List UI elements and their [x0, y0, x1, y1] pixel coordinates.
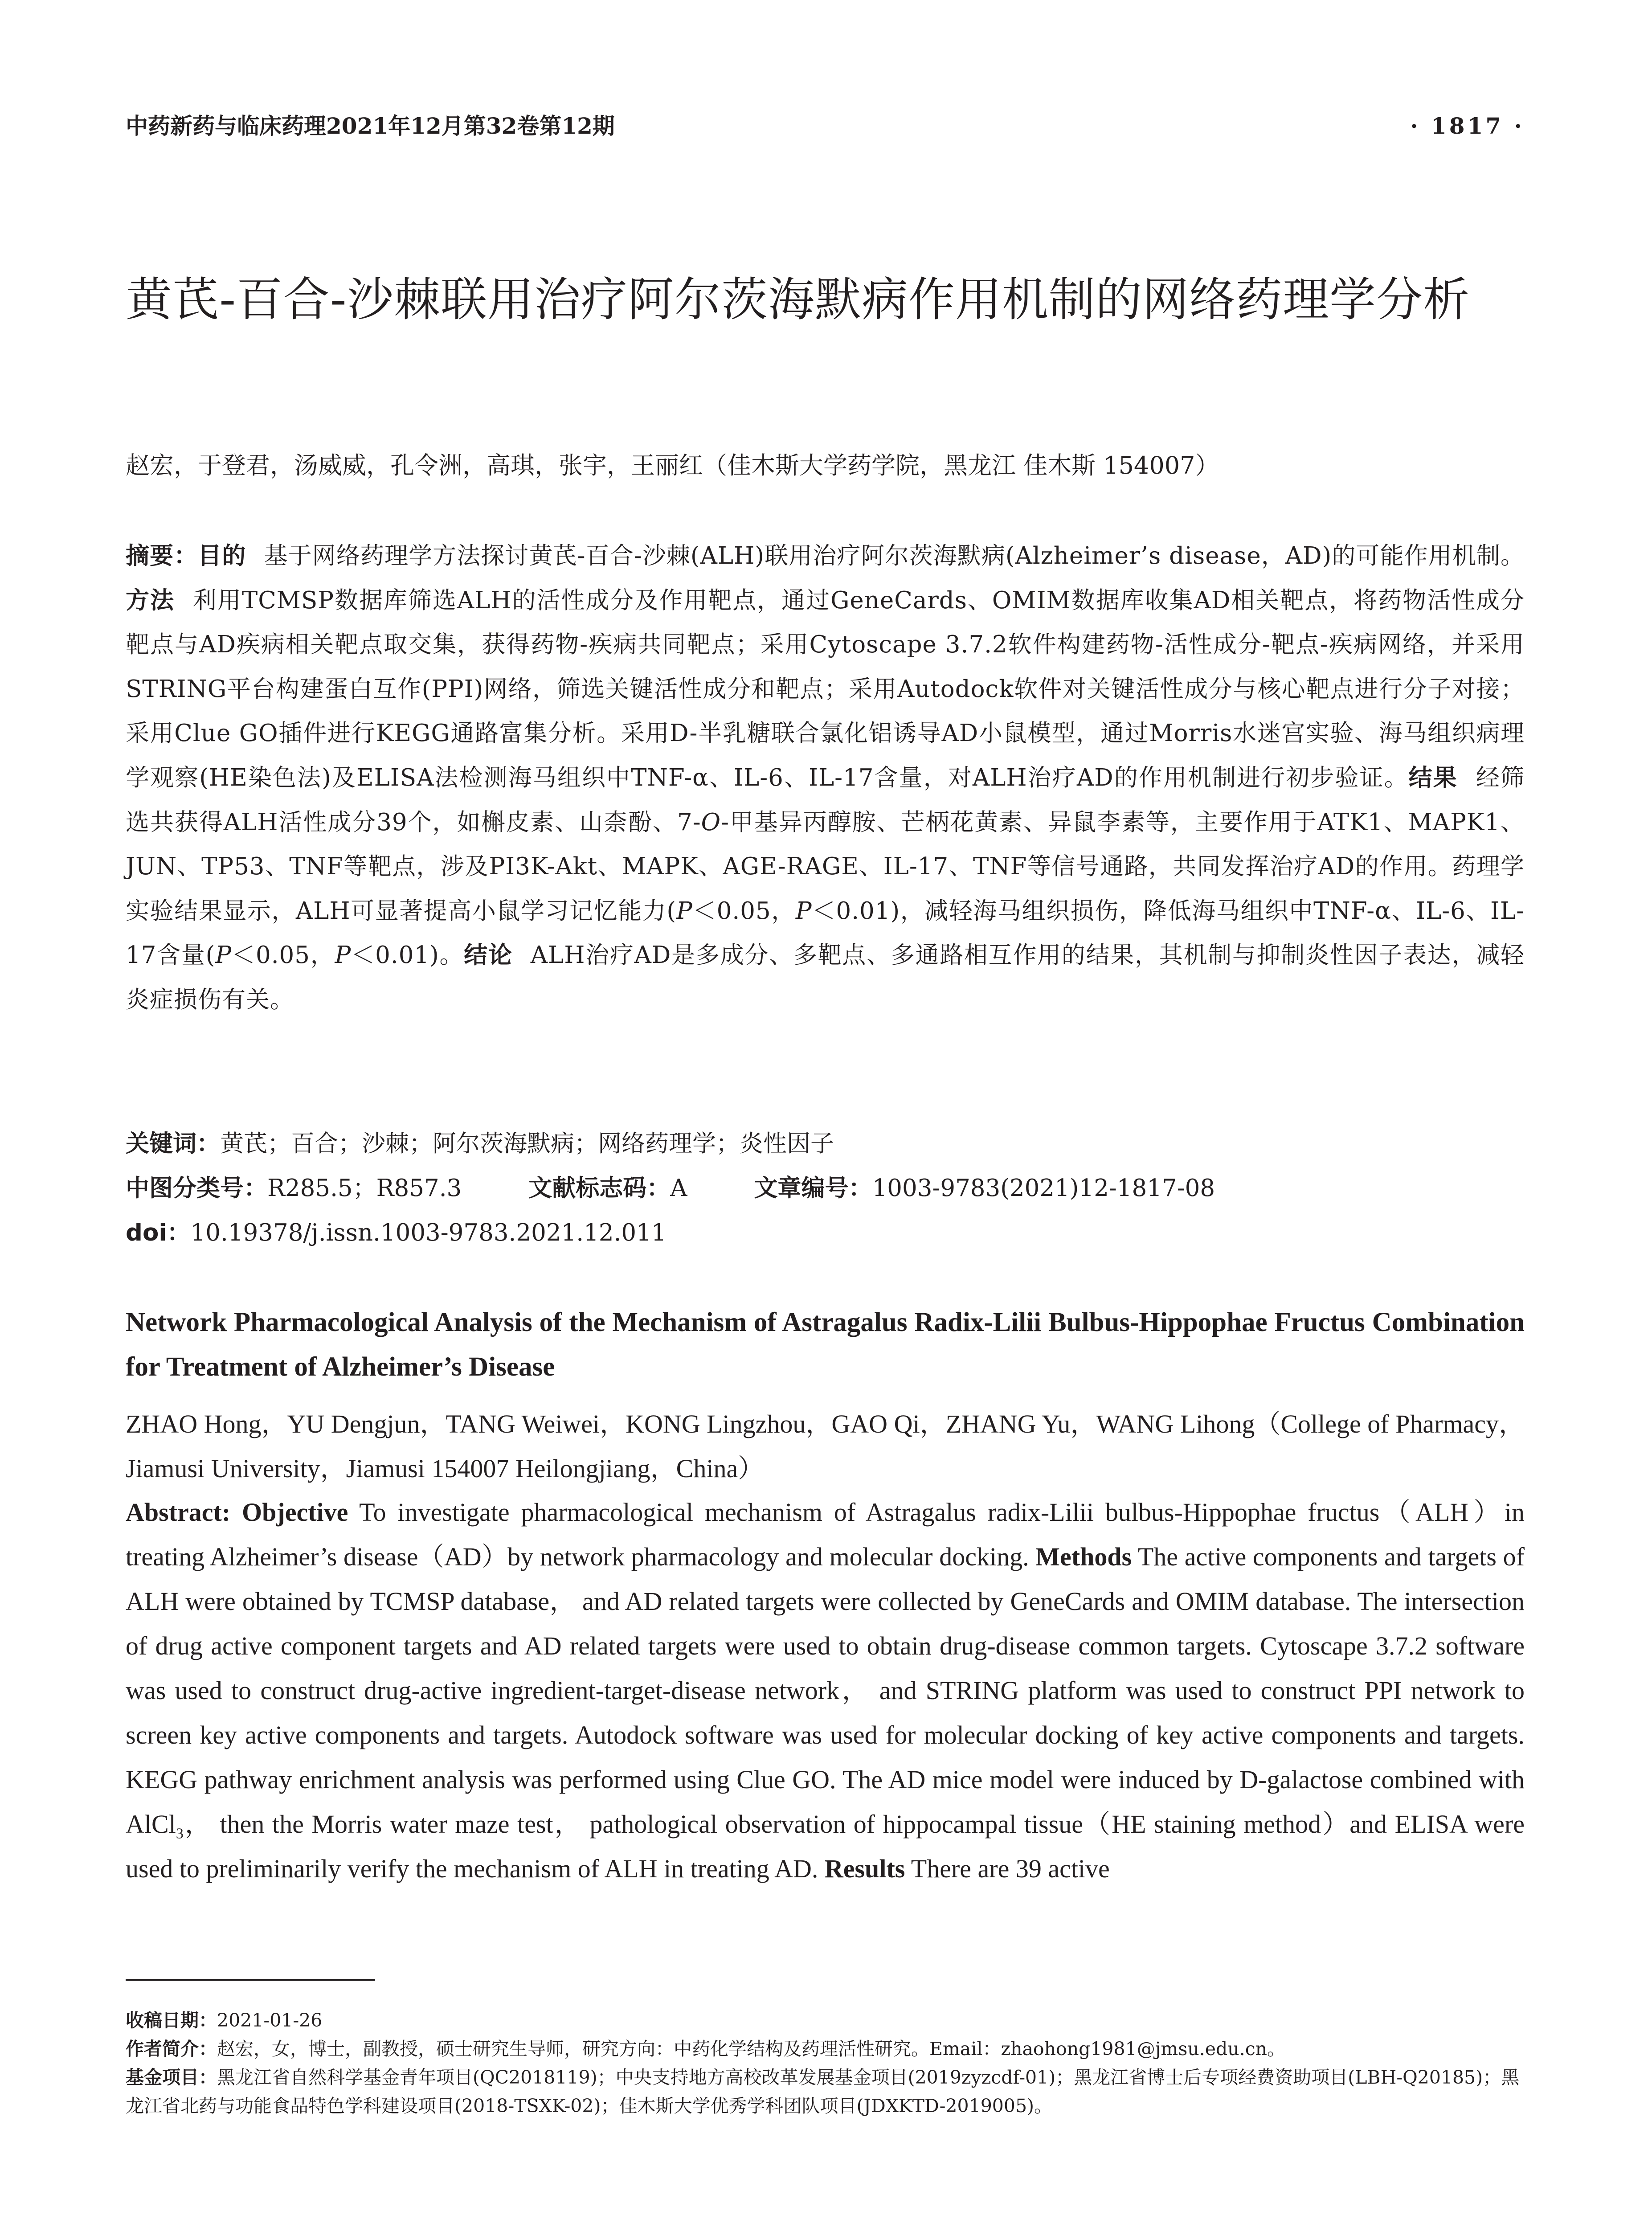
conclusion-label: 结论 — [464, 942, 513, 969]
journal-citation: 中药新药与临床药理2021年12月第32卷第12期 — [126, 113, 615, 139]
doi-label: doi： — [126, 1219, 191, 1246]
keywords-value: 黄芪；百合；沙棘；阿尔茨海默病；网络药理学；炎性因子 — [220, 1130, 834, 1157]
funding-label: 基金项目： — [126, 2067, 217, 2088]
results-italic-o: O — [701, 808, 721, 836]
authors-en: ZHAO Hong，YU Dengjun，TANG Weiwei，KONG Lingzhou，GAO Qi，ZHANG Yu，WANG Lihong（College of Pharmacy，Jiamusi University，Jiamusi 154007 Heilongjiang，China） — [126, 1409, 1525, 1483]
clc-label: 中图分类号： — [126, 1175, 267, 1202]
keywords-line — [126, 1124, 1525, 1164]
objective-en-label: Objective — [242, 1498, 348, 1527]
conclusion-text: ALH治疗AD是多成分、多靶点、多通路相互作用的结果，其机制与抑制炎性因子表达，减轻炎症损伤有关。 — [126, 942, 1525, 1013]
abstract-label: 摘要： — [126, 542, 198, 569]
article-number-label: 文章编号： — [754, 1175, 872, 1202]
methods-en-label: Methods — [1035, 1542, 1132, 1571]
abstract-en-label: Abstract: — [126, 1498, 231, 1527]
objective-en-text: To investigate pharmacological mechanism of Astragalus radix-Lilii bulbus-Hippophae fructus（ALH）in treating Alzheimer’s disease（AD）by network pharmacology and molecular docking. — [126, 1498, 1525, 1571]
p-symbol-c: P — [215, 942, 232, 969]
p-value-c: ＜0.05， — [231, 942, 335, 969]
doi-line — [126, 1213, 1525, 1253]
objective-label: 目的 — [198, 542, 246, 569]
received-value: 2021-01-26 — [217, 2010, 323, 2031]
footnote-divider — [126, 1979, 375, 1981]
received-label: 收稿日期： — [126, 2010, 217, 2031]
funding-value: 黑龙江省自然科学基金青年项目(QC2018119)；中央支持地方高校改革发展基金项目(2019zyzcdf-01)；黑龙江省博士后专项经费资助项目(LBH-Q20185)；黑龙江省北药与功能食品特色学科建设项目(2018-TSXK-02)；佳木斯大学优秀学科团队项目(JDXKTD-2019005)。 — [126, 2067, 1520, 2117]
running-header — [126, 106, 1525, 146]
p-symbol-b: P — [795, 897, 812, 925]
footnote-received — [126, 2006, 1525, 2035]
doc-code-label: 文献标志码： — [528, 1175, 671, 1202]
objective-text: 基于网络药理学方法探讨黄芪-百合-沙棘(ALH)联用治疗阿尔茨海默病(Alzheimer’s disease，AD)的可能作用机制。 — [264, 542, 1525, 569]
p-value-d: ＜0.01)。 — [351, 942, 464, 969]
results-text-2: -甲基异丙醇胺、芒柄花黄素、异鼠李素等，主要作用于ATK1、MAPK1、JUN、TP53、TNF等靶点，涉及PI3K-Akt、MAPK、AGE-RAGE、IL-17、TNF等信号通路，共同发挥治疗AD的作用。药理学实验结果显示，ALH可显著提高小鼠学习记忆能力( — [126, 808, 1525, 925]
p-value-a: ＜0.05， — [692, 897, 796, 925]
methods-en-subscript: 3 — [176, 1825, 184, 1842]
article-title-en: Network Pharmacological Analysis of the Mechanism of Astragalus Radix-Lilii Bulbus-Hippophae Fructus Combination for Treatment of Alzheimer’s Disease — [126, 1307, 1525, 1382]
abstract-en — [126, 1490, 1525, 1891]
author-bio-value: 赵宏，女，博士，副教授，硕士研究生导师，研究方向：中药化学结构及药理活性研究。Email：zhaohong1981@jmsu.edu.cn。 — [217, 2038, 1286, 2060]
article-number-value: 1003-9783(2021)12-1817-08 — [872, 1175, 1215, 1202]
p-value-b: ＜0.01)，减轻海马组织损伤，降低海马组织中TNF-α、IL-6、IL-17含量( — [126, 897, 1525, 969]
doi-value[interactable]: 10.19378/j.issn.1003-9783.2021.12.011 — [190, 1219, 667, 1246]
methods-en-text-1: The active components and targets of ALH were obtained by TCMSP database， and AD related targets were collected by GeneCards and OMIM database. The intersection of drug active component targets and AD related targets were used to obtain drug-disease common targets. Cytoscape 3.7.2 software was used to construct drug-active ingredient-target-disease network， and STRING platform was used to construct PPI network to screen key active components and targets. Autodock software was used for molecular docking of key active components and targets. KEGG pathway enrichment analysis was performed using Clue GO. The AD mice model were induced by D-galactose combined with AlCl — [126, 1542, 1525, 1839]
footnote-funding — [126, 2063, 1525, 2120]
classification-line — [126, 1168, 1525, 1208]
page-number: · 1817 · — [1410, 113, 1525, 139]
doc-code-value: A — [670, 1175, 687, 1202]
methods-label: 方法 — [126, 586, 175, 614]
p-symbol-d: P — [335, 942, 352, 969]
abstract-cn — [126, 534, 1525, 1022]
author-bio-label: 作者简介： — [126, 2038, 217, 2060]
results-en-label: Results — [824, 1854, 905, 1883]
authors-cn: 赵宏，于登君，汤威威，孔令洲，高琪，张宇，王丽红（佳木斯大学药学院，黑龙江 佳木斯 154007） — [126, 451, 1219, 479]
methods-en-text-2: ， then the Morris water maze test， pathological observation of hippocampal tissue（HE staining method）and ELISA were used to preliminarily verify the mechanism of ALH in treating AD. — [126, 1810, 1525, 1883]
keywords-label: 关键词： — [126, 1130, 220, 1157]
results-en-text: There are 39 active — [905, 1854, 1110, 1883]
article-title-cn: 黄芪-百合-沙棘联用治疗阿尔茨海默病作用机制的网络药理学分析 — [126, 272, 1470, 327]
methods-text: 利用TCMSP数据库筛选ALH的活性成分及作用靶点，通过GeneCards、OMIM数据库收集AD相关靶点，将药物活性成分靶点与AD疾病相关靶点取交集，获得药物-疾病共同靶点；采用Cytoscape 3.7.2软件构建药物-活性成分-靶点-疾病网络，并采用STRING平台构建蛋白互作(PPI)网络，筛选关键活性成分和靶点；采用Autodock软件对关键活性成分与核心靶点进行分子对接；采用Clue GO插件进行KEGG通路富集分析。采用D-半乳糖联合氯化铝诱导AD小鼠模型，通过Morris水迷宫实验、海马组织病理学观察(HE染色法)及ELISA法检测海马组织中TNF-α、IL-6、IL-17含量，对ALH治疗AD的作用机制进行初步验证。 — [126, 586, 1525, 791]
footnote-author — [126, 2035, 1525, 2063]
results-text-1: 经筛选共获得ALH活性成分39个，如槲皮素、山柰酚、7- — [126, 764, 1525, 836]
footnotes — [126, 2006, 1525, 2120]
clc-value: R285.5；R857.3 — [267, 1175, 462, 1202]
p-symbol-a: P — [676, 897, 693, 925]
results-label: 结果 — [1408, 764, 1458, 791]
